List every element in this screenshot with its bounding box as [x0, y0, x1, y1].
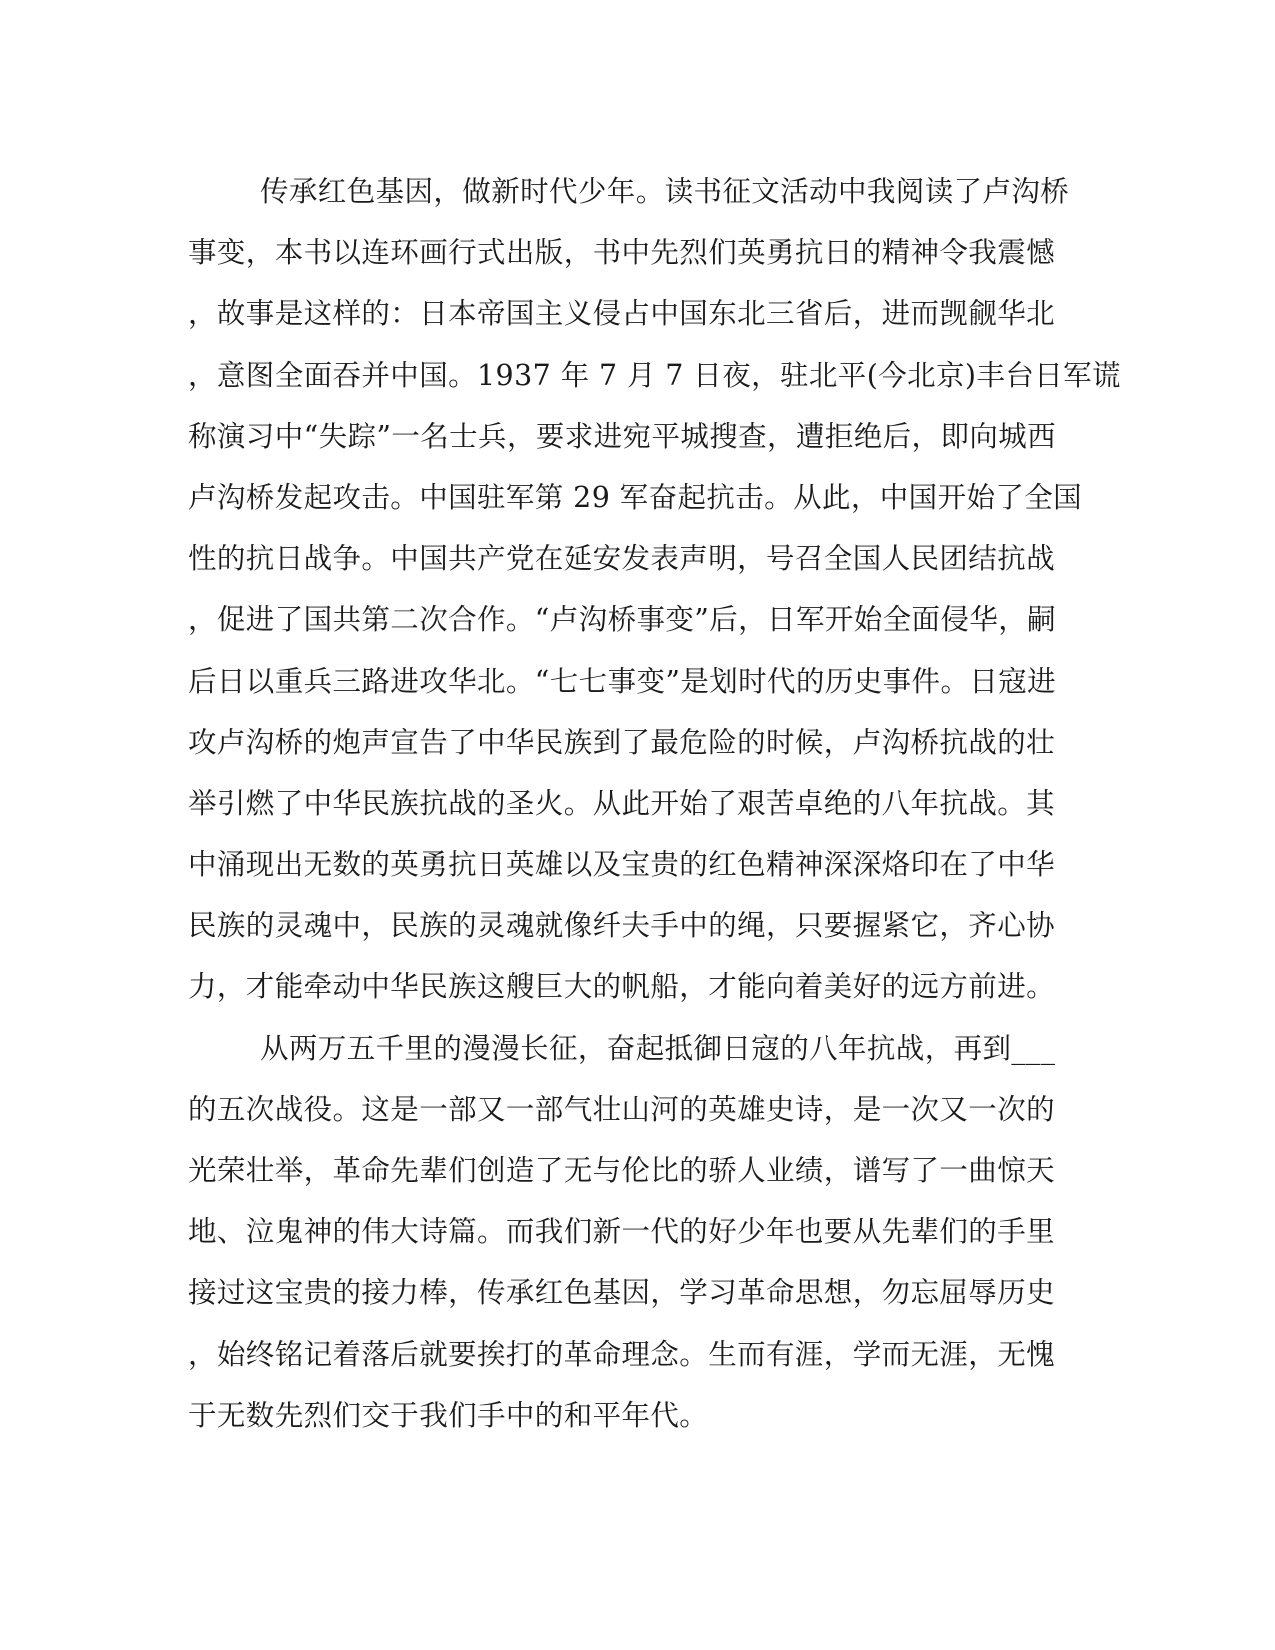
- text-line: 卢沟桥发起攻击。中国驻军第 29 军奋起抗击。从此，中国开始了全国: [188, 480, 1083, 514]
- text-line: ，意图全面吞并中国。1937 年 7 月 7 日夜，驻北平(今北京)丰台日军谎: [188, 358, 1121, 392]
- text-line: ，始终铭记着落后就要挨打的革命理念。生而有涯，学而无涯，无愧: [188, 1337, 1056, 1371]
- text-line: 接过这宝贵的接力棒，传承红色基因，学习革命思想，勿忘屈辱历史: [188, 1276, 1056, 1310]
- text-line: 的五次战役。这是一部又一部气壮山河的英雄史诗，是一次又一次的: [188, 1092, 1056, 1126]
- text-line: 光荣壮举，革命先辈们创造了无与伦比的骄人业绩，谱写了一曲惊天: [188, 1154, 1056, 1187]
- text-line: 力，才能牵动中华民族这艘巨大的帆船，才能向着美好的远方前进。: [188, 970, 1056, 1004]
- text-line: 于无数先烈们交于我们手中的和平年代。: [188, 1398, 709, 1432]
- text-line: 事变，本书以连环画行式出版，书中先烈们英勇抗日的精神令我震憾: [188, 236, 1056, 270]
- text-line: 举引燃了中华民族抗战的圣火。从此开始了艰苦卓绝的八年抗战。其: [188, 786, 1056, 820]
- text-line: 后日以重兵三路进攻华北。“七七事变”是划时代的历史事件。日寇进: [188, 664, 1057, 698]
- text-line: 从两万五千里的漫漫长征，奋起抵御日寇的八年抗战，再到___: [260, 1031, 1056, 1065]
- paragraph-2: [188, 1018, 1068, 1446]
- text-line: 民族的灵魂中，民族的灵魂就像纤夫手中的绳，只要握紧它，齐心协: [188, 909, 1056, 943]
- paragraph-1: [188, 161, 1121, 1018]
- text-line: 传承红色基因，做新时代少年。读书征文活动中我阅读了卢沟桥: [260, 175, 1070, 208]
- text-line: ，促进了国共第二次合作。“卢沟桥事变”后，日军开始全面侵华，嗣: [188, 603, 1057, 637]
- essay-body: [188, 161, 1121, 1446]
- text-line: 称演习中“失踪”一名士兵，要求进宛平城搜查，遭拒绝后，即向城西: [188, 419, 1057, 453]
- text-line: ，故事是这样的：日本帝国主义侵占中国东北三省后，进而觊觎华北: [188, 297, 1056, 331]
- text-line: 中涌现出无数的英勇抗日英雄以及宝贵的红色精神深深烙印在了中华: [188, 848, 1056, 882]
- text-line: 地、泣鬼神的伟大诗篇。而我们新一代的好少年也要从先辈们的手里: [188, 1215, 1056, 1249]
- text-line: 攻卢沟桥的炮声宣告了中华民族到了最危险的时候，卢沟桥抗战的壮: [188, 725, 1056, 759]
- text-line: 性的抗日战争。中国共产党在延安发表声明，号召全国人民团结抗战: [188, 542, 1056, 576]
